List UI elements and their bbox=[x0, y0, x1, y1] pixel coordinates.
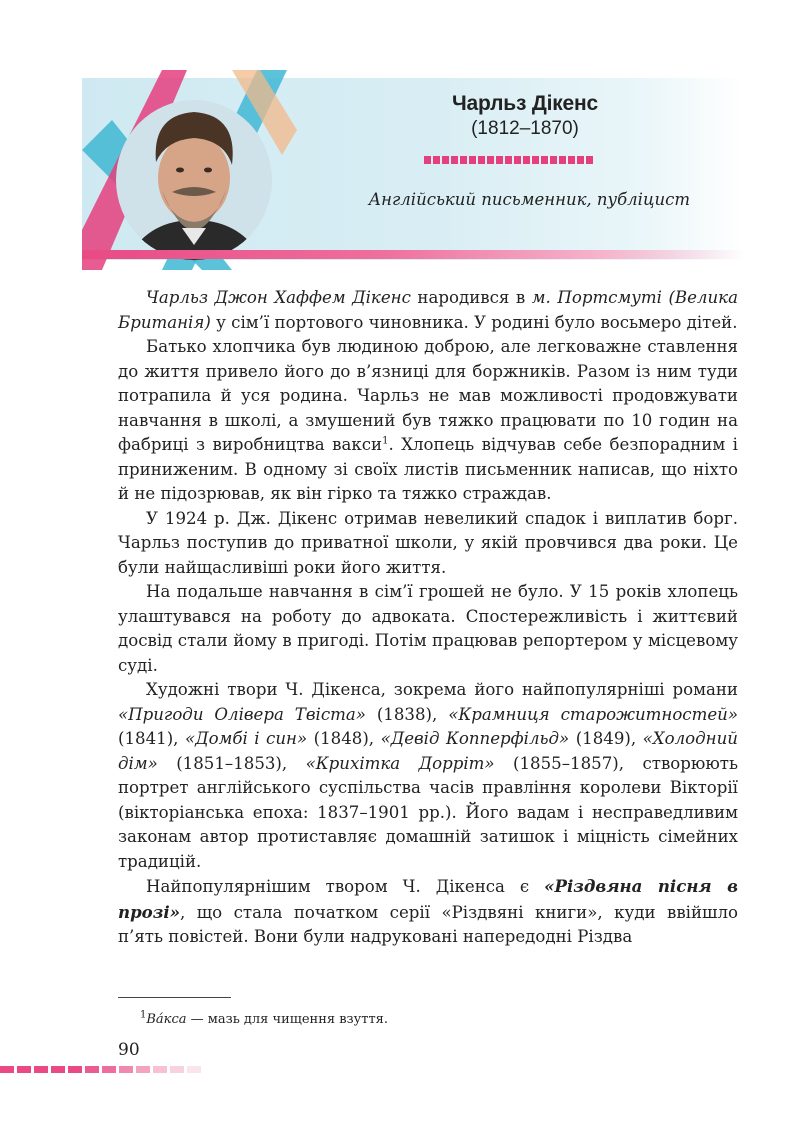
paragraph bbox=[118, 335, 738, 507]
dot bbox=[496, 156, 503, 164]
footnote-term: Ва́кса bbox=[146, 1012, 187, 1027]
dash bbox=[187, 1066, 201, 1073]
text-run: народився в bbox=[410, 288, 532, 307]
text-run: (1855–1857), створюють портрет англійського суспільства часів правління королеви Вікторії (вікторіанська епоха: 1837–1901 рр.). Його вадам і несправедливим законам автор протиставляє домашній затишок і міцність сімейних традицій. bbox=[118, 753, 739, 871]
dot bbox=[505, 156, 512, 164]
dot bbox=[568, 156, 575, 164]
paragraph bbox=[118, 580, 738, 678]
dash bbox=[85, 1066, 99, 1073]
dash bbox=[0, 1066, 14, 1073]
dash bbox=[17, 1066, 31, 1073]
pink-dots-divider bbox=[424, 156, 593, 164]
dot bbox=[514, 156, 521, 164]
dot bbox=[523, 156, 530, 164]
footnote bbox=[140, 1009, 388, 1027]
dot bbox=[550, 156, 557, 164]
dot bbox=[460, 156, 467, 164]
paragraph bbox=[118, 507, 738, 581]
text-run: м. Портсмуті (Велика Британія) bbox=[118, 288, 738, 332]
author-subtitle: Англійський письменник, публіцист bbox=[368, 190, 690, 209]
text-run: «Крамниця старожитностей» bbox=[448, 704, 738, 724]
dot bbox=[451, 156, 458, 164]
dash bbox=[153, 1066, 167, 1073]
text-run: Батько хлопчика був людиною доброю, але легковажне ставлення до життя привело його до в’язниці для боржників. Разом із ним туди потрапила й уся родина. Чарльз не мав можливості продовжувати навчання в школі, а змушений був тяжко працювати по 10 годин на фабриці з виробництва вакси bbox=[118, 337, 738, 454]
dot bbox=[469, 156, 476, 164]
page-number: 90 bbox=[118, 1040, 140, 1060]
dash bbox=[136, 1066, 150, 1073]
footnote-text: — мазь для чищення взуття. bbox=[186, 1012, 388, 1027]
text-run: Художні твори Ч. Дікенса, зокрема його найпопулярніші романи bbox=[146, 680, 738, 699]
text-run: У 1924 р. Дж. Дікенс отримав невеликий спадок і виплатив борг. Чарльз поступив до приватної школи, у якій провчився два роки. Це були найщасливіші роки його життя. bbox=[118, 508, 738, 577]
dash bbox=[34, 1066, 48, 1073]
text-run: «Крихітка Дорріт» bbox=[305, 753, 495, 773]
paragraph bbox=[118, 874, 738, 950]
text-run: (1851–1853), bbox=[157, 753, 306, 773]
footnote-ref: 1 bbox=[382, 435, 389, 447]
dot bbox=[541, 156, 548, 164]
author-name: Чарльз Дікенс bbox=[451, 92, 598, 115]
portrait-graphic bbox=[82, 70, 302, 270]
biography-text bbox=[118, 286, 738, 950]
text-run: «Домбі і син» bbox=[184, 729, 308, 748]
paragraph bbox=[118, 678, 738, 874]
dot bbox=[478, 156, 485, 164]
text-run: (1838), bbox=[365, 704, 449, 724]
text-run: , що стала початком серії «Різдвяні книги», куди ввійшло п’ять повістей. Вони були надруковані напередодні Різдва bbox=[118, 902, 738, 946]
text-run: (1841), bbox=[118, 729, 185, 748]
dot bbox=[577, 156, 584, 164]
text-run: (1849), bbox=[569, 729, 643, 748]
dot bbox=[442, 156, 449, 164]
text-run: (1848), bbox=[307, 729, 381, 748]
text-run: Чарльз Джон Хаффем Дікенс bbox=[146, 288, 411, 307]
text-run: «Холодний дім» bbox=[118, 729, 738, 773]
dot bbox=[586, 156, 593, 164]
text-run: «Девід Копперфільд» bbox=[380, 729, 570, 748]
dash bbox=[102, 1066, 116, 1073]
dash bbox=[119, 1066, 133, 1073]
text-run: у сім’ї портового чиновника. У родині було восьмеро дітей. bbox=[210, 312, 738, 332]
text-run: Найпопулярнішим твором Ч. Дікенса є bbox=[146, 877, 545, 896]
author-years: (1812–1870) bbox=[471, 118, 579, 139]
dash bbox=[68, 1066, 82, 1073]
text-run: «Пригоди Олівера Твіста» bbox=[118, 704, 366, 724]
dot bbox=[559, 156, 566, 164]
dot bbox=[532, 156, 539, 164]
bottom-decoration bbox=[0, 1066, 201, 1073]
pink-underline-bar bbox=[82, 250, 744, 259]
dash bbox=[51, 1066, 65, 1073]
text-run: На подальше навчання в сім’ї грошей не було. У 15 років хлопець улаштувався на роботу до адвоката. Спостережливість і життєвий досвід стали йому в пригоді. Потім працював репортером у місцевому суді. bbox=[118, 582, 738, 675]
footnote-divider bbox=[118, 997, 231, 998]
dot bbox=[424, 156, 431, 164]
title-block bbox=[360, 92, 690, 140]
dot bbox=[433, 156, 440, 164]
paragraph bbox=[118, 286, 738, 335]
footnote-mark: 1 bbox=[140, 1009, 147, 1021]
dot bbox=[487, 156, 494, 164]
dash bbox=[170, 1066, 184, 1073]
text-run: . Хлопець відчував себе безпорадним і приниженим. В одному зі своїх листів письменник написав, що ніхто й не підозрював, як він гірко та тяжко страждав. bbox=[118, 435, 738, 503]
text-run: «Різдвяна пісня в прозі» bbox=[118, 876, 738, 922]
